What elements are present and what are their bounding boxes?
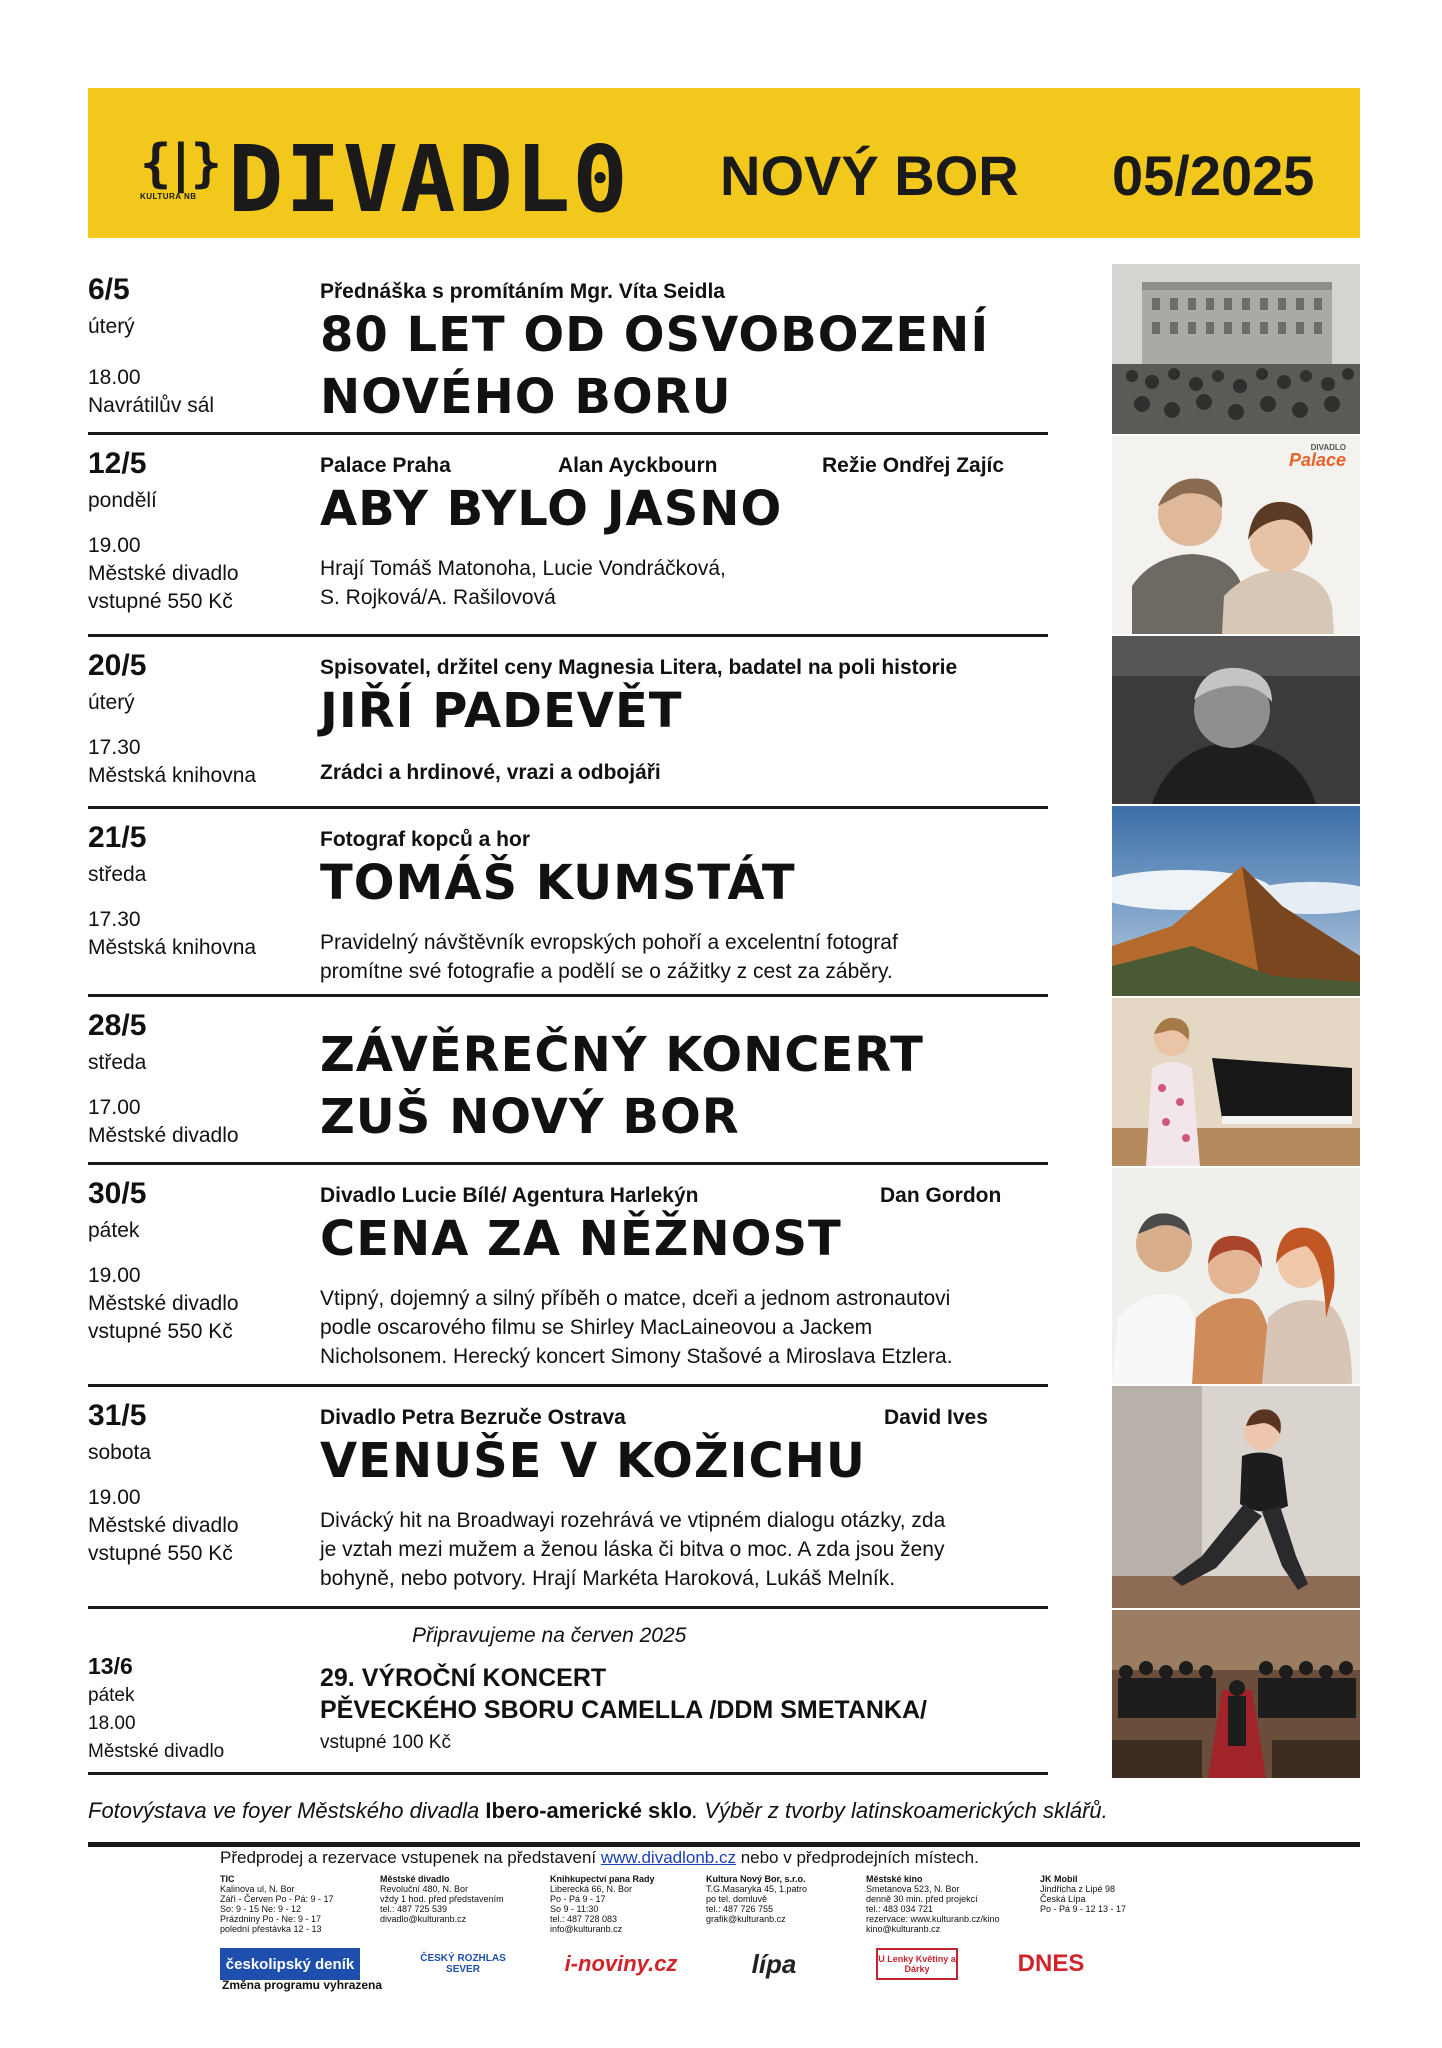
event-date: 20/5	[88, 649, 147, 682]
divider	[88, 1606, 1048, 1609]
divider	[88, 634, 1048, 637]
event-author: Alan Ayckbourn	[558, 454, 718, 477]
photo-venuse-dancer	[1112, 1386, 1360, 1608]
event-date: 12/5	[88, 447, 147, 480]
event-director: Režie Ondřej Zajíc	[822, 454, 1005, 477]
desc-line: podle oscarového filmu se Shirley MacLaineovou a Jackem	[320, 1316, 873, 1339]
event-description: Zrádci a hrdinové, vrazi a odbojáři	[320, 761, 661, 784]
venue-line: Revoluční 480, N. Bor	[380, 1884, 469, 1894]
sponsor-label: U Lenky Květiny a Dárky	[878, 1954, 956, 1974]
venue-name: JK Mobil	[1040, 1874, 1078, 1884]
event-day: sobota	[88, 1441, 152, 1464]
venue-line: T.G.Masaryka 45, 1.patro	[706, 1884, 808, 1894]
venue-line: So 9 - 11:30	[550, 1904, 599, 1914]
photo-cena-za-neznost-cast	[1112, 1168, 1360, 1384]
photo-mountains	[1112, 806, 1360, 996]
exhibition-text: . Výběr z tvorby latinskoamerických sklářů.	[692, 1798, 1108, 1823]
venue-kultura-novy-bor	[706, 1874, 807, 1924]
photo-piano-girl	[1112, 998, 1360, 1166]
event-aby-bylo-jasno	[88, 446, 1048, 632]
event-date: 13/6	[88, 1653, 133, 1679]
venue-line: Prázdniny Po - Ne: 9 - 17	[220, 1914, 322, 1924]
website-link[interactable]: www.divadlonb.cz	[600, 1848, 736, 1867]
event-kumstat	[88, 820, 1048, 990]
event-venue: Navrátilův sál	[88, 394, 215, 417]
venue-line: denně 30 min. před projekcí	[866, 1894, 978, 1904]
event-price: vstupné 550 Kč	[88, 1320, 233, 1343]
event-info	[88, 1682, 224, 1766]
event-description	[320, 928, 1060, 986]
venue-line: Liberecká 66, N. Bor	[550, 1884, 633, 1894]
desc-line: Hrají Tomáš Matonoha, Lucie Vondráčková,	[320, 557, 726, 580]
sponsor-label: i-noviny.cz	[564, 1951, 678, 1976]
venue-line: Po - Pá 9 - 12 13 - 17	[1040, 1904, 1127, 1914]
venue-line: po tel. domluvě	[706, 1894, 768, 1904]
venue-line: tel.: 487 725 539	[380, 1904, 448, 1914]
venue-name: Městské kino	[866, 1874, 923, 1884]
divider	[88, 994, 1048, 997]
venue-line: rezervace: www.kulturanb.cz/kino	[866, 1914, 1000, 1924]
sponsor-ceskolipsky-denik-logo	[220, 1948, 360, 1980]
presale-text: nebo v předprodejních místech.	[735, 1848, 979, 1867]
desc-line: Vtipný, dojemný a silný příběh o matce, dceři a jednom astronautovi	[320, 1287, 951, 1310]
event-venue: Městské divadlo	[88, 1741, 225, 1762]
event-author: Dan Gordon	[880, 1184, 1002, 1207]
event-price: vstupné 550 Kč	[88, 590, 233, 613]
event-title-line: ABY BYLO JASNO	[320, 481, 783, 537]
event-date: 28/5	[88, 1009, 147, 1042]
venue-jk-mobil	[1040, 1874, 1126, 1914]
photo-camella-choir	[1112, 1610, 1360, 1778]
sponsor-lipa-logo	[734, 1948, 814, 1980]
event-time: 18.00	[88, 1713, 136, 1734]
event-venue: Městské divadlo	[88, 562, 239, 585]
venue-line: kino@kulturanb.cz	[866, 1924, 941, 1934]
event-subtitle: Fotograf kopců a hor	[320, 828, 530, 851]
photo-jiri-padevet	[1112, 636, 1360, 804]
event-price: vstupné 550 Kč	[88, 1542, 233, 1565]
event-date: 6/5	[88, 273, 130, 306]
event-title-line: TOMÁŠ KUMSTÁT	[320, 855, 796, 911]
event-day: pátek	[88, 1685, 135, 1706]
sponsor-label: ČESKÝ ROZHLAS SEVER	[420, 1953, 506, 1975]
event-venue: Městské divadlo	[88, 1292, 239, 1315]
divider	[88, 1162, 1048, 1165]
event-day: pondělí	[88, 489, 157, 512]
desc-line: Divácký hit na Broadwayi rozehrává ve vtipném dialogu otázky, zda	[320, 1509, 946, 1532]
event-padevet	[88, 648, 1048, 808]
event-title	[320, 1662, 927, 1726]
event-time: 18.00	[88, 366, 141, 389]
event-time: 19.00	[88, 534, 141, 557]
venue-line: Smetanova 523, N. Bor	[866, 1884, 960, 1894]
presale-text: Předprodej a rezervace vstupenek na představení	[220, 1848, 601, 1867]
venue-line: grafik@kulturanb.cz	[706, 1914, 786, 1924]
presale-line	[220, 1847, 979, 1869]
palace-badge	[1288, 442, 1346, 470]
logo-subtitle: KULTURA NB	[140, 192, 197, 201]
desc-line: bohyně, nebo potvory. Hrají Markéta Haroková, Lukáš Melník.	[320, 1567, 896, 1590]
event-description	[320, 554, 1060, 612]
event-day: pátek	[88, 1219, 140, 1242]
venue-name: TIC	[220, 1874, 235, 1884]
venue-line: tel.: 487 728 083	[550, 1914, 618, 1924]
exhibition-notice	[88, 1796, 1108, 1826]
venue-mestske-kino	[866, 1874, 1000, 1934]
event-venuse	[88, 1398, 1048, 1598]
venue-name: Městské divadlo	[380, 1874, 450, 1884]
event-title-line: ZUŠ NOVÝ BOR	[320, 1089, 740, 1145]
badge-label: Palace	[1288, 450, 1346, 470]
event-venue: Městské divadlo	[88, 1124, 239, 1147]
event-company: Palace Praha	[320, 454, 451, 477]
venue-line: Kalinova ul, N. Bor	[220, 1884, 295, 1894]
event-company: Divadlo Petra Bezruče Ostrava	[320, 1406, 626, 1429]
logo-braces: {|}	[140, 134, 216, 194]
desc-line: Nicholsonem. Herecký koncert Simony Stašové a Miroslava Etzlera.	[320, 1345, 953, 1368]
venue-line: vždy 1 hod. před představením	[380, 1894, 504, 1904]
event-author: David Ives	[884, 1406, 988, 1429]
kultura-nb-logo	[140, 134, 216, 210]
event-title-line: JIŘÍ PADEVĚT	[320, 683, 683, 739]
venue-line: So: 9 - 15 Ne: 9 - 12	[220, 1904, 302, 1914]
event-venue: Městská knihovna	[88, 936, 257, 959]
event-date: 21/5	[88, 821, 147, 854]
venue-line: polední přestávka 12 - 13	[220, 1924, 322, 1934]
venue-line: Jindřicha z Lipé 98	[1040, 1884, 1116, 1894]
change-notice: Změna programu vyhrazena	[222, 1978, 383, 1992]
venue-line: divadlo@kulturanb.cz	[380, 1914, 467, 1924]
event-title-line: 29. VÝROČNÍ KONCERT	[320, 1664, 607, 1692]
exhibition-title: Ibero-americké sklo	[485, 1798, 693, 1823]
venue-line: tel.: 487 726 755	[706, 1904, 774, 1914]
event-description	[320, 1284, 1060, 1371]
event-time: 19.00	[88, 1264, 141, 1287]
desc-line: promítne své fotografie a podělí se o zážitky z cest za záběry.	[320, 960, 893, 983]
event-cena-za-neznost	[88, 1176, 1048, 1376]
event-time: 19.00	[88, 1486, 141, 1509]
event-description	[320, 1506, 1060, 1593]
event-subtitle: Přednáška s promítáním Mgr. Víta Seidla	[320, 280, 725, 303]
venue-line: Česká Lípa	[1040, 1894, 1086, 1904]
desc-line: je vztah mezi mužem a ženou láska či bitva o moc. A zda jsou ženy	[320, 1538, 945, 1561]
event-date: 31/5	[88, 1399, 147, 1432]
sponsor-label: lípa	[751, 1948, 797, 1979]
event-title-line: NOVÉHO BORU	[320, 369, 732, 425]
venue-mestske-divadlo	[380, 1874, 504, 1924]
event-price: vstupné 100 Kč	[320, 1732, 451, 1753]
upcoming-heading: Připravujeme na červen 2025	[412, 1624, 687, 1647]
event-title-line: CENA ZA NĚŽNOST	[320, 1211, 842, 1267]
venue-line: info@kulturanb.cz	[550, 1924, 623, 1934]
divider	[88, 806, 1048, 809]
divider	[88, 1384, 1048, 1387]
event-liberation	[88, 272, 1048, 432]
town-name: NOVÝ BOR	[720, 144, 1019, 207]
event-time: 17.30	[88, 736, 141, 759]
sponsor-label: českolipský deník	[225, 1955, 355, 1973]
divider	[88, 432, 1048, 435]
sponsor-dnes-logo	[1016, 1948, 1086, 1980]
venue-name: Kultura Nový Bor, s.r.o.	[706, 1874, 806, 1884]
event-title-line: ZÁVĚREČNÝ KONCERT	[320, 1027, 924, 1083]
event-title-line: VENUŠE V KOŽICHU	[320, 1433, 866, 1489]
divider	[88, 1772, 1048, 1775]
event-day: úterý	[88, 315, 135, 338]
event-time: 17.30	[88, 908, 141, 931]
event-day: středa	[88, 1051, 147, 1074]
venue-name: Knihkupectví pana Rady	[550, 1874, 655, 1884]
event-day: úterý	[88, 691, 135, 714]
event-date: 30/5	[88, 1177, 147, 1210]
event-venue: Městská knihovna	[88, 764, 257, 787]
event-venue: Městské divadlo	[88, 1514, 239, 1537]
photo-liberation-square	[1112, 264, 1360, 434]
event-subtitle: Spisovatel, držitel ceny Magnesia Litera, badatel na poli historie	[320, 656, 958, 679]
venue-tic	[220, 1874, 334, 1934]
masthead	[88, 88, 1360, 238]
photo-aby-bylo-jasno-cast	[1112, 436, 1360, 634]
event-time: 17.00	[88, 1096, 141, 1119]
event-title-line: 80 LET OD OSVOBOZENÍ	[320, 307, 990, 363]
sponsor-inoviny-logo	[556, 1948, 686, 1980]
event-day: středa	[88, 863, 147, 886]
desc-line: S. Rojková/A. Rašilovová	[320, 586, 556, 609]
event-company: Divadlo Lucie Bílé/ Agentura Harlekýn	[320, 1184, 699, 1207]
exhibition-text: Fotovýstava ve foyer Městského divadla	[88, 1798, 486, 1823]
sponsor-cesky-rozhlas-logo	[420, 1948, 506, 1980]
sponsor-u-lenky-logo	[876, 1948, 958, 1980]
badge-label-sub: DIVADLO	[1310, 443, 1346, 452]
venue-knihkupectvi	[550, 1874, 655, 1934]
upcoming-event	[88, 1652, 1048, 1772]
venue-line: Po - Pá 9 - 17	[550, 1894, 606, 1904]
desc-line: Pravidelný návštěvník evropských pohoří a excelentní fotograf	[320, 931, 898, 954]
issue-month: 05/2025	[1112, 144, 1315, 207]
event-title-line: PĚVECKÉHO SBORU CAMELLA /DDM SMETANKA/	[320, 1696, 927, 1724]
venue-line: tel.: 483 034 721	[866, 1904, 934, 1914]
sponsor-label: DNES	[1017, 1950, 1085, 1977]
venue-line: Září - Červen Po - Pá: 9 - 17	[220, 1894, 334, 1904]
brand-title: DIVADL0	[228, 126, 630, 233]
event-zus-concert	[88, 1008, 1048, 1158]
